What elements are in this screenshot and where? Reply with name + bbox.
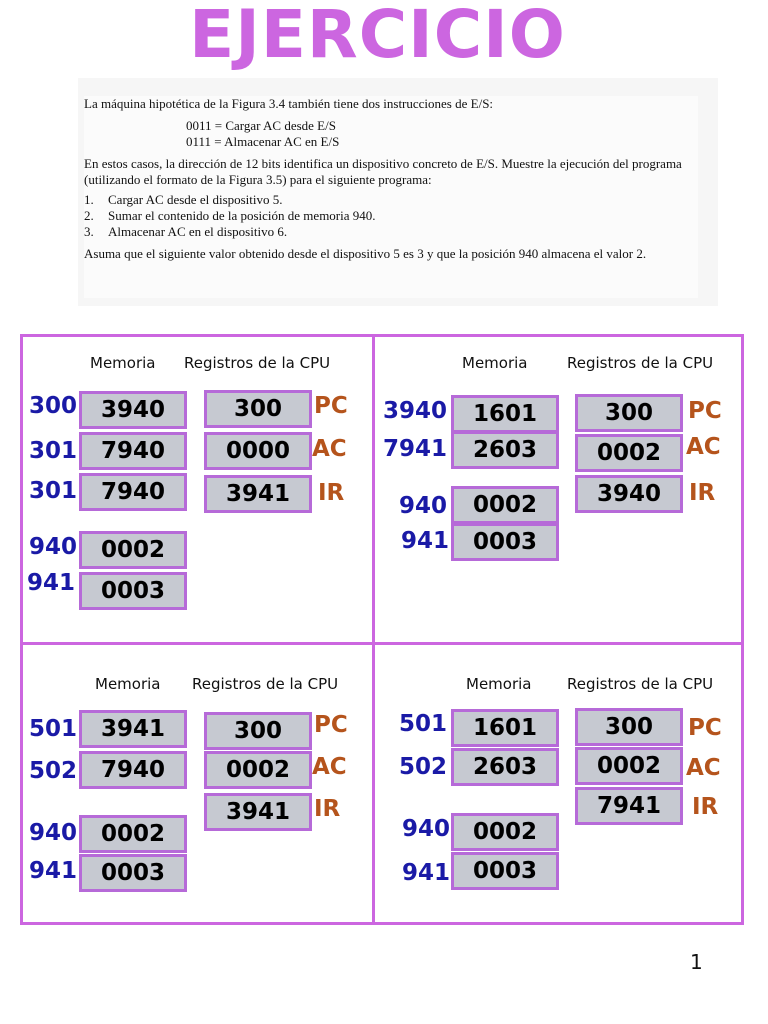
cpu-registers-header: Registros de la CPU bbox=[567, 354, 714, 372]
grid-vertical-divider bbox=[372, 334, 375, 922]
cpu-registers-header: Registros de la CPU bbox=[192, 675, 339, 693]
data-address: 940 bbox=[29, 820, 78, 846]
memory-address: 501 bbox=[399, 711, 448, 737]
grid-horizontal-divider bbox=[20, 642, 744, 645]
data-cell: 0002 bbox=[451, 813, 559, 851]
data-cell: 0002 bbox=[451, 486, 559, 524]
data-cell: 0003 bbox=[451, 852, 559, 890]
ac-label: AC bbox=[312, 754, 347, 780]
program-step bbox=[84, 208, 698, 224]
ir-register: 3941 bbox=[204, 475, 312, 513]
memory-header: Memoria bbox=[95, 675, 161, 693]
memory-cell: 7940 bbox=[79, 751, 187, 789]
ac-label: AC bbox=[686, 434, 721, 460]
memory-cell: 1601 bbox=[451, 709, 559, 747]
problem-closing: Asuma que el siguiente valor obtenido desde el dispositivo 5 es 3 y que la posición 940 almacena el valor 2. bbox=[84, 246, 647, 261]
problem-text bbox=[84, 96, 698, 298]
step-text: Sumar el contenido de la posición de memoria 940. bbox=[108, 208, 376, 223]
program-step bbox=[84, 192, 698, 208]
memory-address: 301 bbox=[29, 438, 78, 464]
ir-register: 7941 bbox=[575, 787, 683, 825]
memory-address: 300 bbox=[29, 393, 78, 419]
page-title: EJERCICIO bbox=[189, 0, 566, 73]
memory-cell: 2603 bbox=[451, 431, 559, 469]
ir-label: IR bbox=[318, 480, 345, 506]
pc-register: 300 bbox=[575, 708, 683, 746]
data-cell: 0002 bbox=[79, 815, 187, 853]
memory-cell: 7940 bbox=[79, 473, 187, 511]
pc-label: PC bbox=[688, 715, 722, 741]
memory-cell: 1601 bbox=[451, 395, 559, 433]
data-cell: 0003 bbox=[79, 572, 187, 610]
ir-label: IR bbox=[314, 796, 341, 822]
ir-register: 3941 bbox=[204, 793, 312, 831]
pc-label: PC bbox=[688, 398, 722, 424]
problem-paragraph: En estos casos, la dirección de 12 bits identifica un dispositivo concreto de E/S. Muestre la ejecución del programa (utilizando el formato de la Figura 3.5) para el siguiente programa: bbox=[84, 156, 682, 187]
data-cell: 0002 bbox=[79, 531, 187, 569]
ac-register: 0002 bbox=[204, 751, 312, 789]
problem-intro: La máquina hipotética de la Figura 3.4 también tiene dos instrucciones de E/S: bbox=[84, 96, 494, 111]
data-cell: 0003 bbox=[451, 523, 559, 561]
data-address: 941 bbox=[27, 570, 76, 596]
memory-header: Memoria bbox=[90, 354, 156, 372]
memory-address: 502 bbox=[29, 758, 78, 784]
step-number: 3. bbox=[84, 224, 94, 239]
instruction-load: 0011 = Cargar AC desde E/S bbox=[186, 118, 336, 133]
memory-address: 502 bbox=[399, 754, 448, 780]
problem-statement bbox=[78, 78, 718, 306]
step-text: Cargar AC desde el dispositivo 5. bbox=[108, 192, 283, 207]
data-address: 940 bbox=[399, 493, 448, 519]
instruction-store: 0111 = Almacenar AC en E/S bbox=[186, 134, 340, 149]
pc-register: 300 bbox=[204, 712, 312, 750]
ac-label: AC bbox=[686, 755, 721, 781]
ac-register: 0002 bbox=[575, 434, 683, 472]
data-address: 940 bbox=[29, 534, 78, 560]
data-address: 941 bbox=[29, 858, 78, 884]
data-address: 941 bbox=[401, 528, 450, 554]
ir-label: IR bbox=[689, 480, 716, 506]
data-cell: 0003 bbox=[79, 854, 187, 892]
ac-register: 0002 bbox=[575, 747, 683, 785]
memory-header: Memoria bbox=[466, 675, 532, 693]
ir-label: IR bbox=[692, 794, 719, 820]
memory-address: 7941 bbox=[383, 436, 448, 462]
memory-address: 301 bbox=[29, 478, 78, 504]
step-number: 1. bbox=[84, 192, 94, 207]
pc-register: 300 bbox=[575, 394, 683, 432]
pc-label: PC bbox=[314, 393, 348, 419]
memory-cell: 7940 bbox=[79, 432, 187, 470]
memory-cell: 3940 bbox=[79, 391, 187, 429]
pc-register: 300 bbox=[204, 390, 312, 428]
memory-address: 3940 bbox=[383, 398, 448, 424]
memory-address: 501 bbox=[29, 716, 78, 742]
memory-cell: 2603 bbox=[451, 748, 559, 786]
ac-register: 0000 bbox=[204, 432, 312, 470]
cpu-registers-header: Registros de la CPU bbox=[184, 354, 331, 372]
page-number: 1 bbox=[690, 950, 703, 974]
pc-label: PC bbox=[314, 712, 348, 738]
memory-cell: 3941 bbox=[79, 710, 187, 748]
ac-label: AC bbox=[312, 436, 347, 462]
step-number: 2. bbox=[84, 208, 94, 223]
memory-header: Memoria bbox=[462, 354, 528, 372]
step-text: Almacenar AC en el dispositivo 6. bbox=[108, 224, 288, 239]
data-address: 940 bbox=[402, 816, 451, 842]
program-step bbox=[84, 224, 698, 240]
data-address: 941 bbox=[402, 860, 451, 886]
ir-register: 3940 bbox=[575, 475, 683, 513]
cpu-registers-header: Registros de la CPU bbox=[567, 675, 714, 693]
program-steps bbox=[84, 192, 698, 240]
